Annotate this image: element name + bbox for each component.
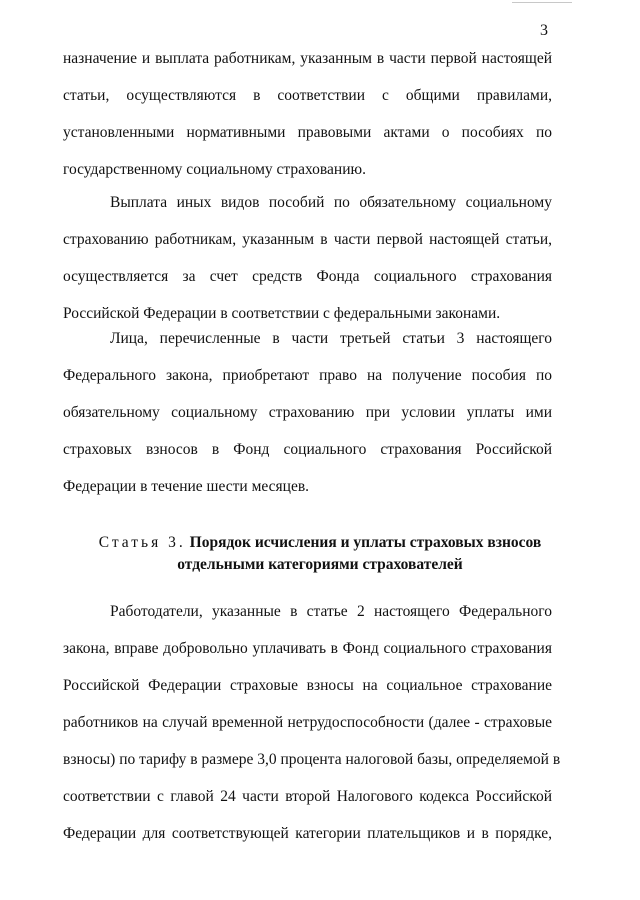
paragraph-line: Выплата иных видов пособий по обязательному социальному	[110, 194, 552, 211]
paragraph-line: Лица, перечисленные в части третьей статьи 3 настоящего	[110, 330, 552, 347]
paragraph-line: Федерации в течение шести месяцев.	[63, 478, 310, 495]
paragraph-line: государственному социальному страхованию.	[63, 161, 366, 178]
paragraph-line: осуществляется за счет средств Фонда социального страхования	[63, 268, 552, 285]
paragraph-line: статьи, осуществляются в соответствии с общими правилами,	[63, 87, 552, 104]
paragraph-line: назначение и выплата работникам, указанным в части первой настоящей	[63, 50, 552, 67]
article-title-part-1: Порядок исчисления и уплаты страховых взносов	[189, 534, 542, 551]
article-number: Статья 3.	[98, 534, 186, 551]
article-title-part-2: отдельными категориями страхователей	[177, 556, 463, 573]
paragraph-line: закона, вправе добровольно уплачивать в Фонд социального страхования	[63, 640, 552, 657]
paragraph-2	[63, 184, 552, 332]
paragraph-line: страховых взносов в Фонд социального страхования Российской	[63, 441, 552, 458]
article-heading-line-1	[90, 532, 550, 554]
top-rule-divider	[512, 2, 572, 3]
page-number: 3	[540, 22, 548, 39]
paragraph-line: соответствии с главой 24 части второй Налогового кодекса Российской	[63, 788, 552, 805]
article-paragraph	[63, 593, 561, 852]
paragraph-line: Работодатели, указанные в статье 2 настоящего Федерального	[110, 603, 552, 620]
paragraph-line: установленными нормативными правовыми актами о пособиях по	[63, 124, 552, 141]
paragraph-line: Российской Федерации страховые взносы на социальное страхование	[63, 677, 552, 694]
paragraph-line: страхованию работникам, указанным в части первой настоящей статьи,	[63, 231, 552, 248]
article-heading	[90, 532, 550, 576]
paragraph-line: работников на случай временной нетрудоспособности (далее - страховые	[63, 714, 552, 731]
paragraph-line: Федерального закона, приобретают право на получение пособия по	[63, 367, 552, 384]
paragraph-line: Российской Федерации в соответствии с федеральными законами.	[63, 305, 501, 322]
paragraph-3	[63, 320, 552, 505]
paragraph-1	[63, 40, 552, 188]
paragraph-line: Федерации для соответствующей категории плательщиков и в порядке,	[63, 825, 552, 842]
paragraph-line: взносы) по тарифу в размере 3,0 процента налоговой базы, определяемой в	[63, 751, 561, 768]
paragraph-line: обязательному социальному страхованию при условии уплаты ими	[63, 404, 552, 421]
